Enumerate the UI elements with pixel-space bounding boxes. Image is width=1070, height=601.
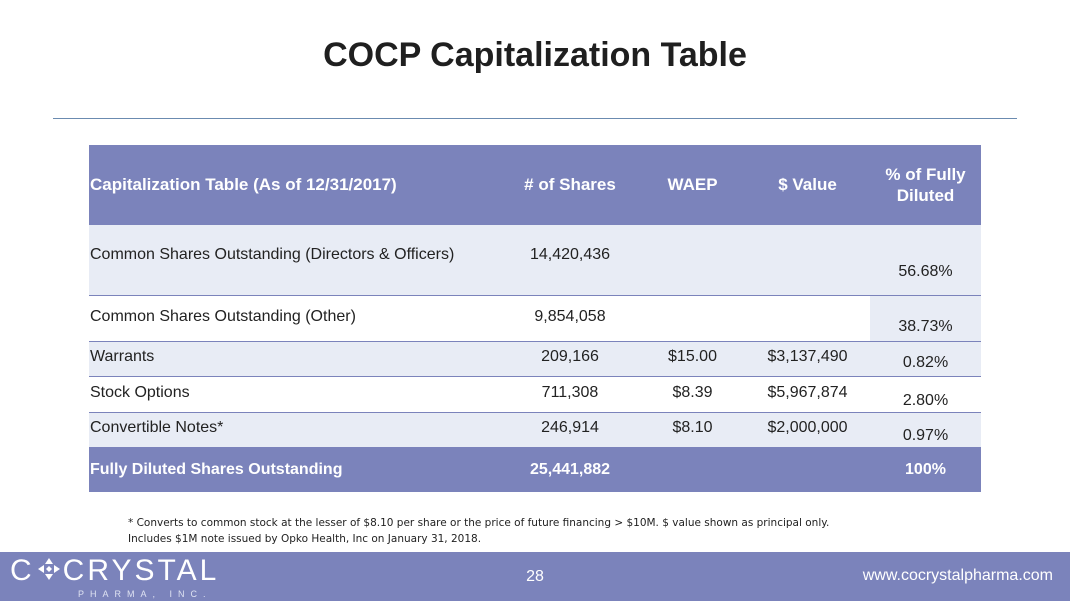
row-percent: 56.68%: [898, 263, 953, 280]
row-percent: 0.82%: [902, 354, 949, 371]
row-percent: 0.97%: [902, 427, 949, 444]
header-description: Capitalization Table (As of 12/31/2017): [89, 145, 500, 225]
row-waep: $8.10: [672, 419, 713, 436]
page-number: 28: [526, 568, 544, 585]
total-label: Fully Diluted Shares Outstanding: [89, 448, 500, 493]
row-label: Convertible Notes*: [90, 419, 224, 436]
footnote-line-1: * Converts to common stock at the lesser of $8.10 per share or the price of future financing > $10M. $ value shown as principal only.: [128, 517, 830, 529]
logo-letter: C: [10, 554, 35, 587]
total-percent: 100%: [870, 448, 981, 493]
row-shares: 246,914: [541, 419, 599, 436]
header-shares: # of Shares: [500, 145, 640, 225]
total-shares: 25,441,882: [500, 448, 640, 493]
row-label: Common Shares Outstanding (Other): [90, 307, 356, 325]
table-row: [89, 225, 981, 296]
row-shares: 14,420,436: [529, 246, 611, 263]
footnote-line-2: Includes $1M note issued by Opko Health, Inc on January 31, 2018.: [128, 533, 482, 545]
table-header-row: [89, 145, 981, 225]
table-row: [89, 413, 981, 448]
table-row: [89, 296, 981, 342]
website-link[interactable]: www.cocrystalpharma.com: [862, 567, 1053, 584]
footer-bar: [0, 552, 1070, 601]
slide-title: COCP Capitalization Table: [323, 36, 747, 74]
row-value: $5,967,874: [767, 383, 848, 401]
title-divider: [53, 118, 1017, 119]
row-value: $2,000,000: [767, 419, 848, 436]
row-shares: 9,854,058: [534, 307, 606, 325]
table-row: [89, 377, 981, 413]
footnote: [128, 515, 829, 547]
total-row: [89, 448, 981, 493]
row-shares: 711,308: [541, 383, 599, 401]
capitalization-table: [89, 145, 981, 492]
row-label: Warrants: [90, 348, 155, 365]
row-percent: 38.73%: [898, 317, 953, 335]
header-percent: % of Fully Diluted: [870, 145, 981, 225]
row-value: $3,137,490: [767, 348, 848, 365]
header-waep: WAEP: [640, 145, 745, 225]
table-row: [89, 342, 981, 377]
row-percent: 2.80%: [902, 391, 949, 409]
logo-wordmark: CRYSTAL: [62, 554, 220, 587]
row-label: Stock Options: [90, 383, 190, 401]
row-waep: $15.00: [668, 348, 717, 365]
logo-subtitle: PHARMA, INC.: [78, 589, 212, 599]
row-shares: 209,166: [541, 348, 599, 365]
row-waep: $8.39: [672, 383, 713, 401]
row-label: Common Shares Outstanding (Directors & Officers): [90, 246, 455, 263]
header-value: $ Value: [745, 145, 870, 225]
